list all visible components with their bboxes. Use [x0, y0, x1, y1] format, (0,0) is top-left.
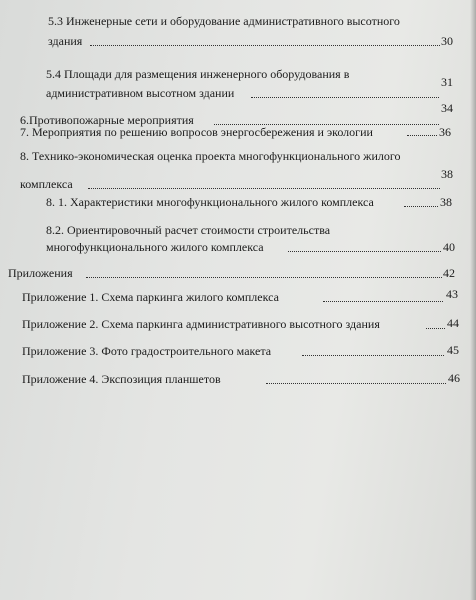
toc-entry-8-line-1: 8. Технико-экономическая оценка проекта многофункционального жилого: [20, 149, 401, 163]
toc-page-8-2: 40: [443, 240, 455, 254]
toc-entry-appendix-3: Приложение 3. Фото градостроительного макета: [22, 344, 272, 358]
toc-leader-5-3: [90, 45, 440, 46]
toc-leader-appendices: [86, 277, 442, 278]
toc-page-8-1: 38: [440, 195, 452, 209]
toc-entry-5-4-line-2: административном высотном здании: [46, 86, 235, 100]
toc-entry-5-4-line-1: 5.4 Площади для размещения инженерного оборудования в: [46, 67, 350, 81]
toc-page-appendix-2: 44: [447, 316, 459, 330]
toc-leader-appendix-2: [426, 328, 445, 329]
toc-leader-8-1: [404, 206, 438, 207]
toc-page-6: 34: [441, 101, 453, 115]
toc-entry-appendix-2: Приложение 2. Схема паркинга административного высотного здания: [22, 317, 380, 331]
toc-entry-5-3-line-2: здания: [48, 34, 83, 48]
toc-page-appendix-3: 45: [447, 343, 459, 357]
toc-leader-appendix-4: [266, 383, 446, 384]
toc-entry-8-2-line-1: 8.2. Ориентировочный расчет стоимости строительства: [46, 223, 331, 237]
toc-leader-appendix-3: [302, 355, 444, 356]
toc-leader-8-2: [288, 251, 441, 252]
toc-leader-5-4: [251, 97, 439, 98]
toc-page-5-3: 30: [441, 34, 453, 48]
toc-entry-7: 7. Мероприятия по решению вопросов энергосбережения и экологии: [20, 125, 373, 139]
toc-page-appendix-1: 43: [446, 287, 458, 301]
toc-entry-5-3-line-1: 5.3 Инженерные сети и оборудование административного высотного: [48, 14, 400, 28]
toc-leader-8: [88, 188, 440, 189]
toc-entry-appendix-1: Приложение 1. Схема паркинга жилого комплекса: [22, 290, 279, 304]
toc-page-appendix-4: 46: [448, 371, 460, 385]
toc-entry-6: 6.Противопожарные мероприятия: [20, 113, 194, 127]
toc-page-7: 36: [439, 125, 451, 139]
toc-entry-8-1: 8. 1. Характеристики многофункционального жилого комплекса: [46, 195, 374, 209]
toc-leader-7: [407, 135, 437, 136]
toc-leader-appendix-1: [323, 301, 443, 302]
toc-entry-8-line-2: комплекса: [20, 177, 73, 191]
toc-page-8: 38: [441, 167, 453, 181]
toc-entry-appendices: Приложения: [8, 266, 73, 280]
toc-page-appendices: 42: [443, 266, 455, 280]
toc-page-5-4: 31: [441, 75, 453, 89]
toc-entry-8-2-line-2: многофункционального жилого комплекса: [46, 240, 264, 254]
page-edge-shadow: [470, 0, 476, 600]
toc-entry-appendix-4: Приложение 4. Экспозиция планшетов: [22, 372, 221, 386]
